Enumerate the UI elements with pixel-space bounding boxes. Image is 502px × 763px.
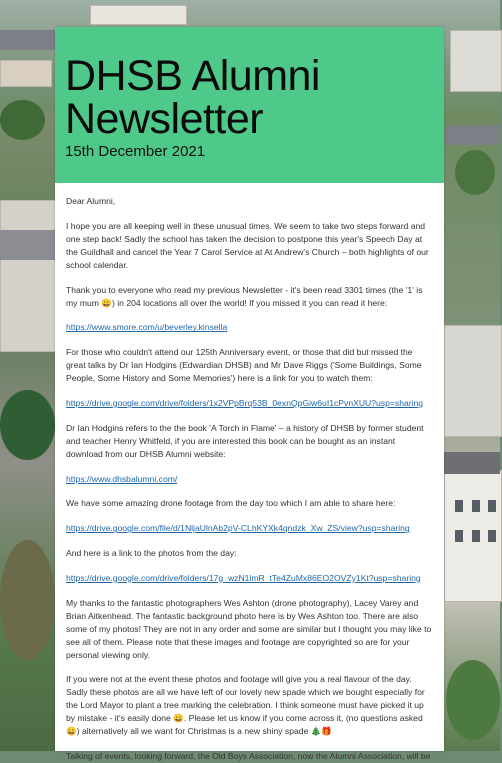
greeting: Dear Alumni, <box>66 196 116 206</box>
newsletter-title: DHSB Alumni Newsletter <box>65 52 320 143</box>
link-alumni-website[interactable]: https://www.dhsbalumni.com/ <box>66 473 178 484</box>
paragraph-intro: I hope you are all keeping well in these unusual times. We seem to take two steps forward and one step back! Sadly the school has taken the decision to postpone this year's Speech Day at the Guildhall and cancel the Year 7 Carol Service at At Andrew's Church – both highlights of our school calendar. <box>66 220 429 270</box>
paragraph-events: Talking of events, looking forward, the Old Boys Association, now the Alumni Association, will be <box>66 751 431 762</box>
paragraph-photos: And here is a link to the photos from the day: <box>66 547 237 558</box>
newsletter-header <box>55 27 444 183</box>
paragraph-spade: If you were not at the event these photos and footage will give you a real flavour of the day. Sadly these photos are all we have left of our lovely new spade which we bought especially for the Lord Mayor to plant a tree marking the celebration. I think someone must have picked it up by mistake - it's easily done 😀. Please let us know if you come across it, (no questions asked😀) alternatively all we want for Christmas is a new shiny spade 🎄🎁 <box>66 674 425 737</box>
link-talks-videos[interactable]: https://drive.google.com/drive/folders/1x2VPpBrq53B_0exnQpGiw6uI1cPvnXUU?usp=sharing <box>66 397 424 408</box>
paragraph-torch-in-flame: Dr Ian Hodgins refers to the the book 'A Torch in Flame' – a history of DHSB by former student and teacher Henry Whitfeld, if you are interested this book can be bought as an instant download from our DHSB Alumni website: <box>66 422 424 459</box>
paragraph-photographers: My thanks to the fantastic photographers Wes Ashton (drone photography), Lacey Varey and Brian Aitkenhead. The fantastic background photo here is by Wes Ashton too. There are also some of my photos! They are not in any order and some are similar but I thought you may like to see all of them. Please note that these images and footage are copyrighted so are for your personal viewing only. <box>66 597 432 660</box>
link-photos[interactable]: https://drive.google.com/drive/folders/17g_wzN1lmR_tTe4ZuMx86EO2OVZy1Kt?usp=sharing <box>66 572 421 583</box>
link-drone-footage[interactable]: https://drive.google.com/file/d/1NljaUlnAb2pV-CLhKYXk4qndzk_Xw_ZS/view?usp=sharing <box>66 523 410 534</box>
newsletter-card <box>55 27 444 762</box>
paragraph-anniversary-talks: For those who couldn't attend our 125th Anniversary event, or those that did but missed the great talks by Dr Ian Hodgins (Edwardian DHSB) and Mr Dave Riggs ('Some Buildings, Some People, Some History and Some Memories') here is a link for you to watch them: <box>66 347 422 384</box>
newsletter-date: 15th December 2021 <box>65 143 206 160</box>
newsletter-body <box>55 183 444 763</box>
paragraph-drone-footage: We have some amazing drone footage from the day too which I am able to share here: <box>66 498 396 509</box>
paragraph-previous-newsletter: Thank you to everyone who read my previous Newsletter - it's been read 3301 times (the '1' is my mum 😀) in 204 locations all over the world! If you missed it you can read it here: <box>66 284 423 308</box>
link-previous-newsletter[interactable]: https://www.smore.com/u/beverley.kinsella <box>66 322 228 333</box>
